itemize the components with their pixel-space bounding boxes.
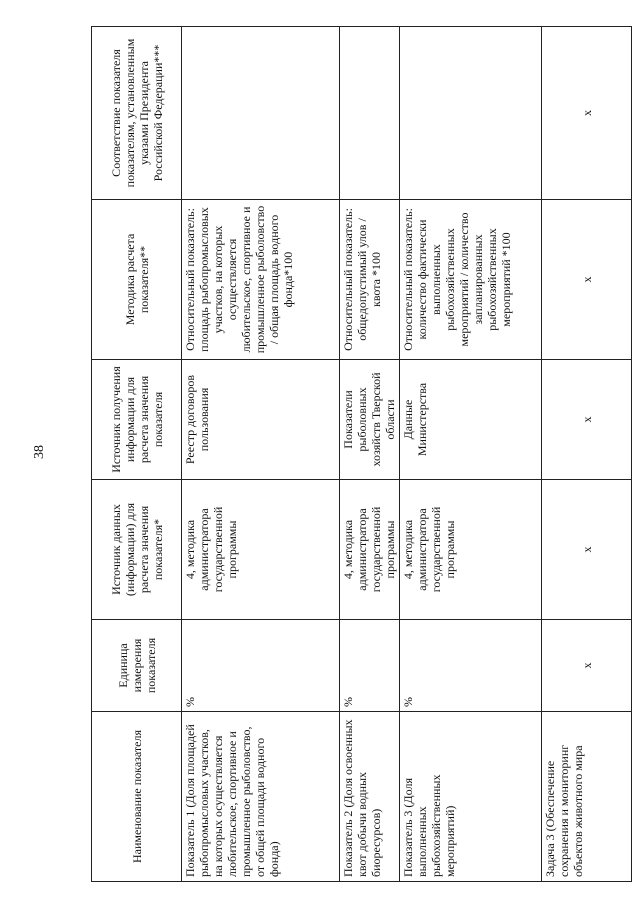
rotated-table-container bbox=[91, 27, 631, 882]
table-header-row bbox=[92, 27, 182, 882]
unit-cell: % bbox=[340, 620, 400, 712]
data-source-cell: 4, методика администратора государственной программы bbox=[400, 480, 542, 620]
page-number: 38 bbox=[32, 445, 47, 459]
indicator-name: Показатель 2 (Доля освоенных квот добычи водных биоресурсов) bbox=[340, 712, 400, 882]
info-source-cell: Реестр договоров пользования bbox=[182, 360, 340, 480]
info-source-cell: Показатели рыболовных хозяйств Тверской области bbox=[340, 360, 400, 480]
header-cell: Единица измерения показателя bbox=[92, 620, 182, 712]
info-source-cell: x bbox=[542, 360, 632, 480]
method-cell: Относительный показатель: общедопустимый улов / квота *100 bbox=[340, 200, 400, 360]
header-cell: Методика расчета показателя** bbox=[92, 200, 182, 360]
indicator-name: Показатель 3 (Доля выполненных рыбохозяйственных мероприятий) bbox=[400, 712, 542, 882]
info-source-cell: Данные Министерства bbox=[400, 360, 542, 480]
header-cell: Наименование показателя bbox=[92, 712, 182, 882]
table-row bbox=[542, 27, 632, 882]
compliance-cell: x bbox=[542, 27, 632, 200]
data-source-cell: x bbox=[542, 480, 632, 620]
header-cell: Источник получения информации для расчета значения показателя bbox=[92, 360, 182, 480]
unit-cell: x bbox=[542, 620, 632, 712]
indicator-name: Показатель 1 (Доля площадей рыбопромысловых участков, на которых осуществляется любительское, спортивное и промышленное рыболовство, от общей площади водного фонда) bbox=[182, 712, 340, 882]
method-cell: Относительный показатель: количество фактически выполненных рыбохозяйственных мероприятий / количество запланированных рыбохозяйственных мероприятий *100 bbox=[400, 200, 542, 360]
compliance-cell bbox=[340, 27, 400, 200]
compliance-cell bbox=[400, 27, 542, 200]
compliance-cell bbox=[182, 27, 340, 200]
data-source-cell: 4, методика администратора государственной программы bbox=[182, 480, 340, 620]
data-source-cell: 4, методика администратора государственной программы bbox=[340, 480, 400, 620]
method-cell: Относительный показатель: площадь рыбопромысловых участков, на которых осуществляется любительское, спортивное и промышленное рыболовство / общая площадь водного фонда*100 bbox=[182, 200, 340, 360]
indicators-table bbox=[91, 26, 632, 882]
task-name: Задача 3 (Обеспечение сохранения и мониторинг объектов животного мира bbox=[542, 712, 632, 882]
table-row bbox=[340, 27, 400, 882]
header-cell: Источник данных (информации) для расчета значения показателя* bbox=[92, 480, 182, 620]
header-cell: Соответствие показателя показателям, установленным указами Президента Российской Федерации*** bbox=[92, 27, 182, 200]
table-row bbox=[182, 27, 340, 882]
unit-cell: % bbox=[400, 620, 542, 712]
unit-cell: % bbox=[182, 620, 340, 712]
method-cell: x bbox=[542, 200, 632, 360]
table-row bbox=[400, 27, 542, 882]
